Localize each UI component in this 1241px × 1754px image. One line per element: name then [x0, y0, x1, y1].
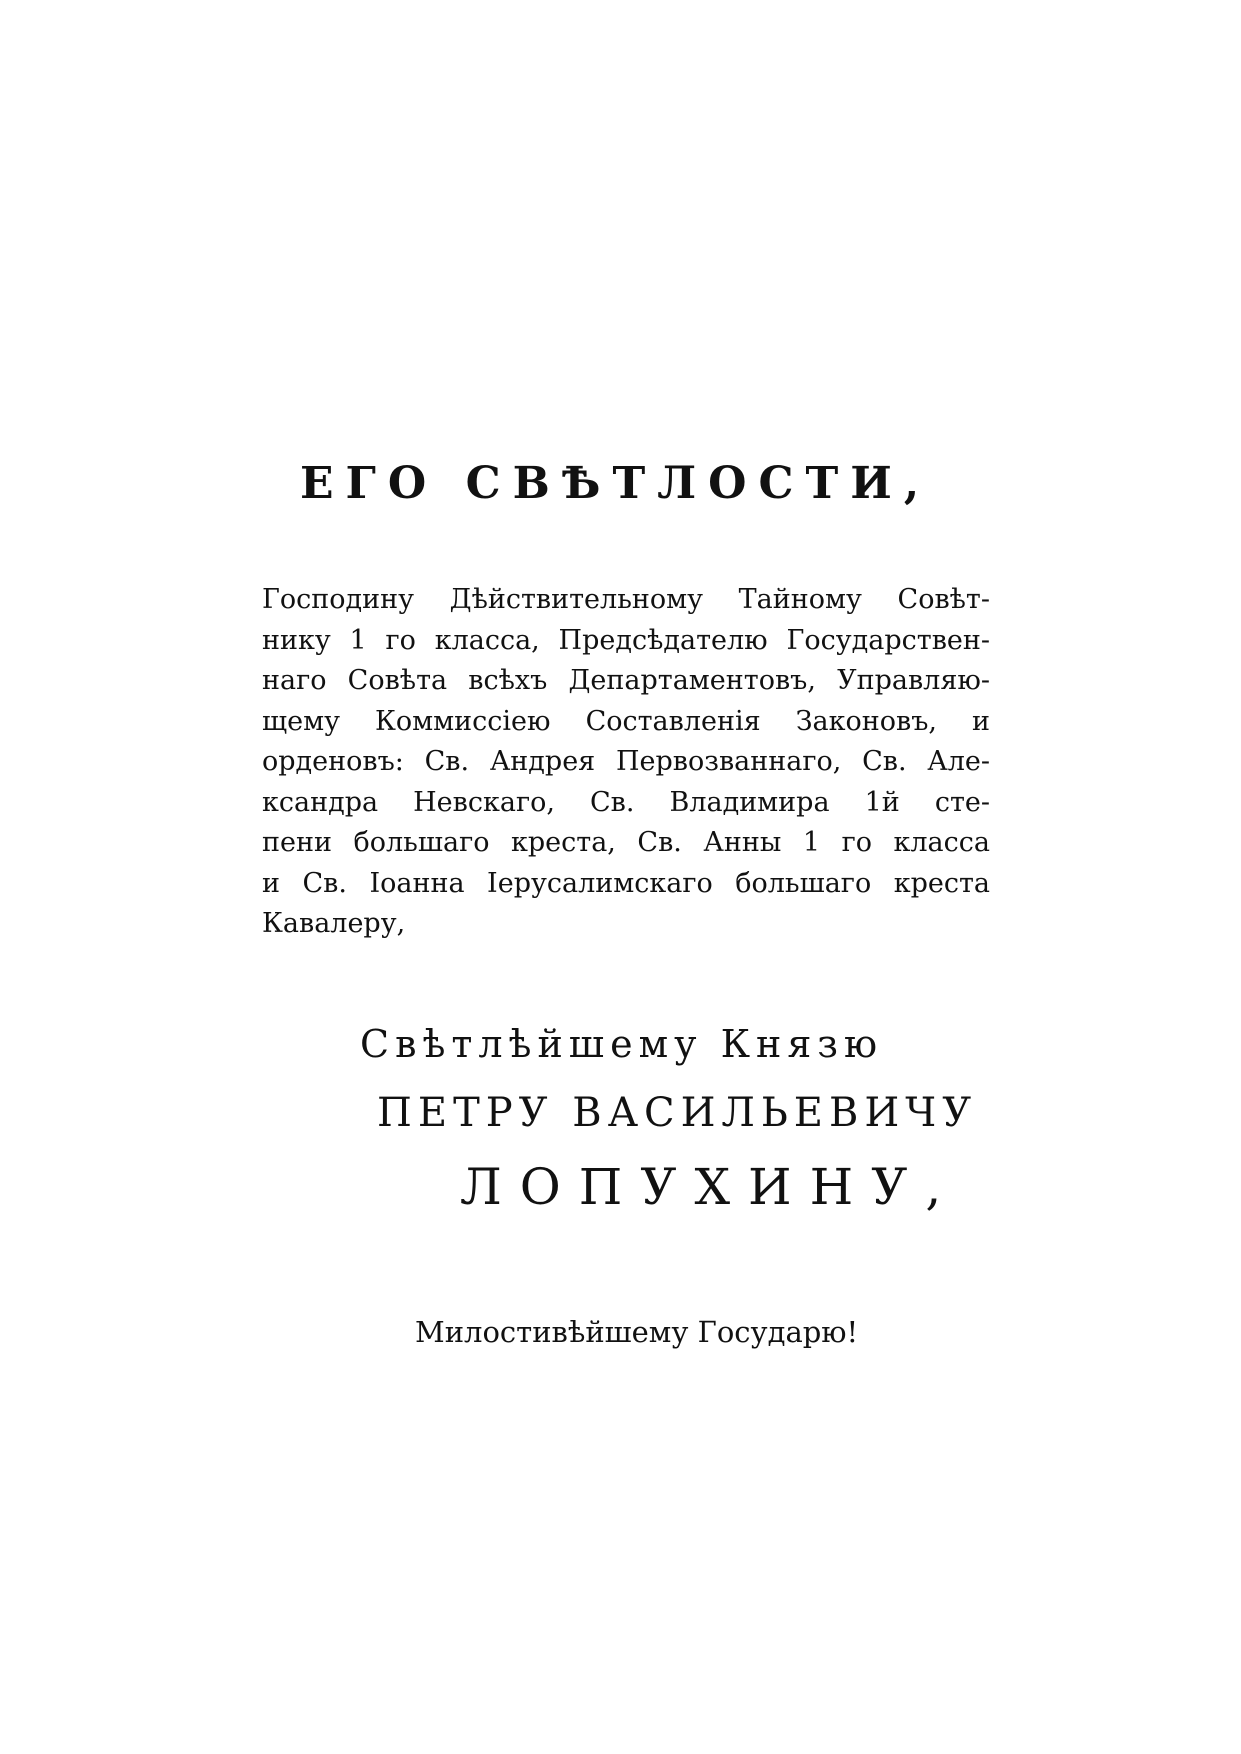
- body-line: пени большаго креста, Св. Анны 1 го класса: [262, 827, 990, 858]
- addressee-surname: ЛОПУХИНУ,: [460, 1158, 960, 1216]
- closing-salutation: Милостивѣйшему Государю!: [415, 1315, 859, 1349]
- body-line: ксандра Невскаго, Св. Владимира 1й сте-: [262, 786, 990, 818]
- dedication-body: [262, 580, 990, 945]
- body-line: орденовъ: Св. Андрея Первозваннаго, Св. Але-: [262, 746, 990, 777]
- addressee-name: ПЕТРУ ВАСИЛЬЕВИЧУ: [377, 1090, 978, 1136]
- addressee-title: Свѣтлѣйшему Князю: [360, 1022, 884, 1066]
- body-line: щему Коммиссіею Составленія Законовъ, и: [262, 705, 990, 737]
- body-line: Кавалеру,: [262, 908, 406, 939]
- dedication-title: ЕГО СВѢТЛОСТИ,: [300, 458, 932, 509]
- body-line: и Св. Іоанна Іерусалимскаго большаго креста: [262, 867, 990, 899]
- body-line: Господину Дѣйствительному Тайному Совѣт-: [262, 584, 990, 615]
- body-line: наго Совѣта всѣхъ Департаментовъ, Управляю-: [262, 665, 990, 696]
- body-line: нику 1 го класса, Предсѣдателю Государствен-: [262, 624, 990, 656]
